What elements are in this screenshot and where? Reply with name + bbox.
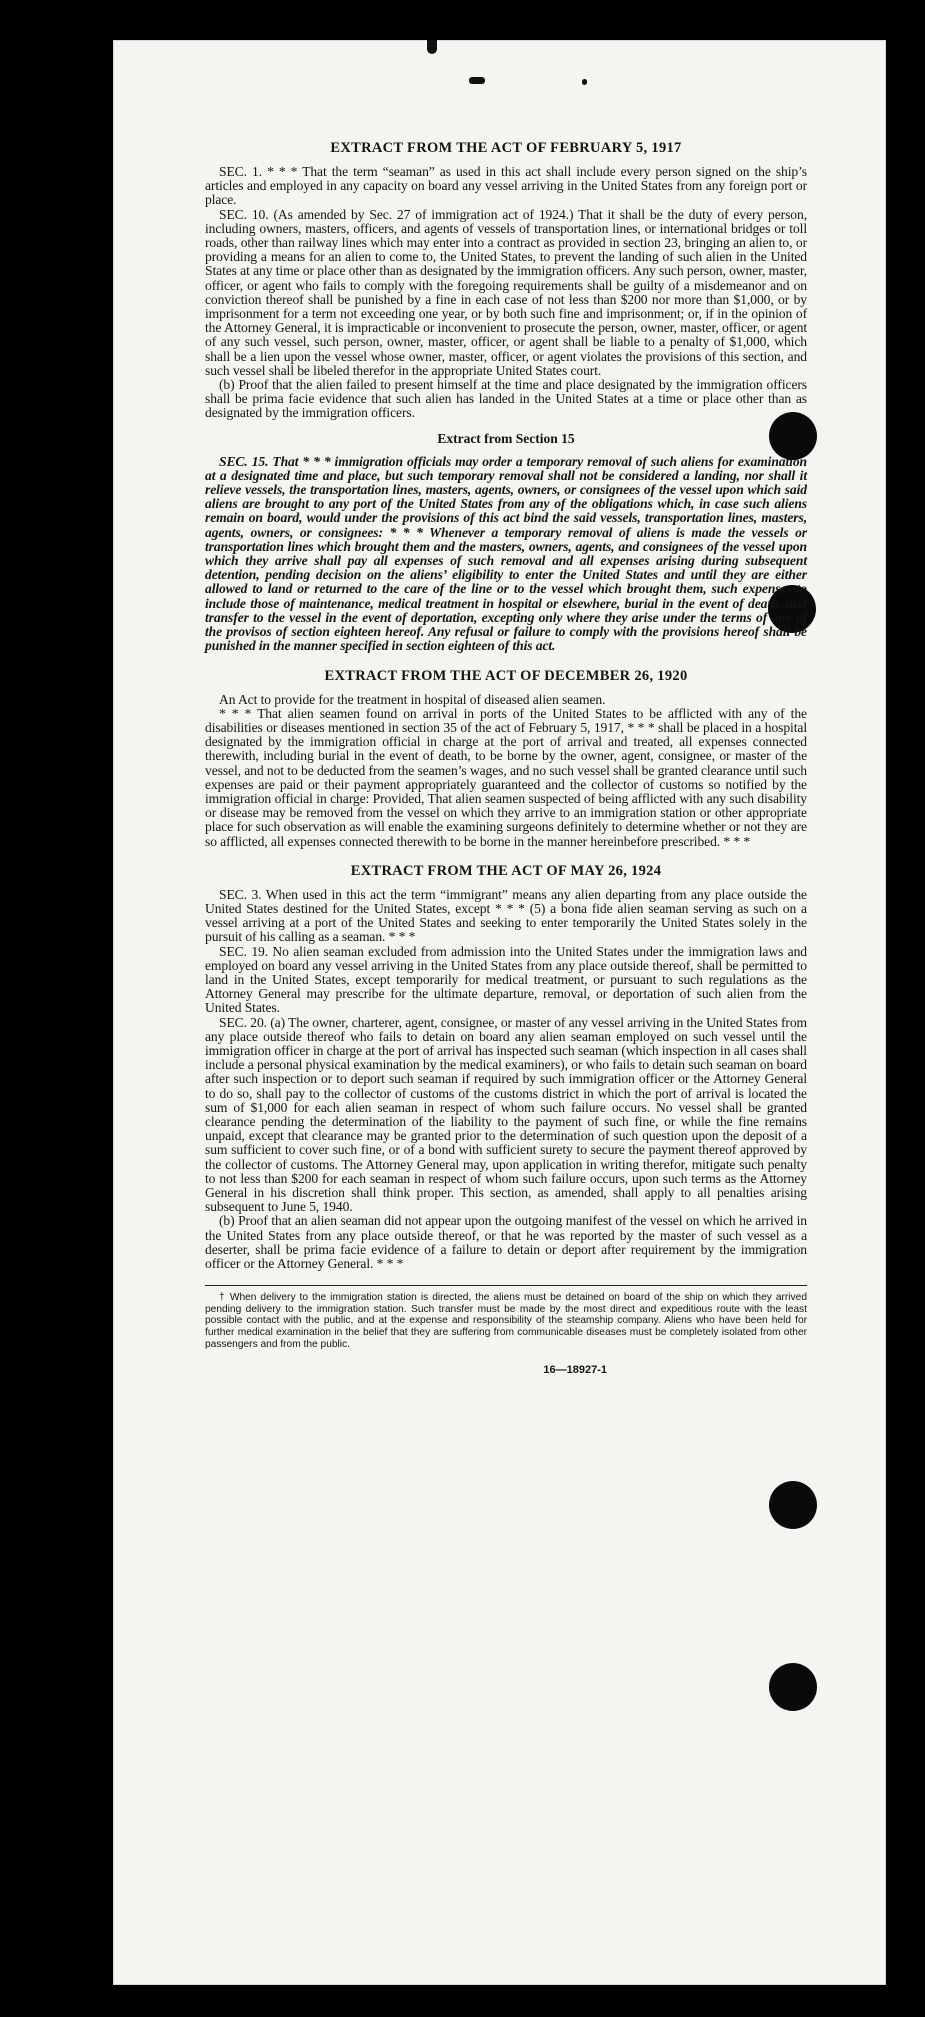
section-heading: EXTRACT FROM THE ACT OF FEBRUARY 5, 1917 xyxy=(330,140,682,156)
ink-mark xyxy=(427,40,437,54)
paragraph: (b) Proof that the alien failed to present himself at the time and place designated by the immigration officers shall be prima facie evidence that such alien has landed in the United States at a time or place other than as designated by the immigration officers. xyxy=(205,377,807,421)
paragraph: SEC. 20. (a) The owner, charterer, agent, consignee, or master of any vessel arriving in the United States from any place outside thereof who fails to detain on board any alien seaman employed on such vessel until the immigration officer in charge at the port of arrival has inspected such seaman (which inspection in all cases shall include a personal physical examination by the medical examiners), or who fails to detain such seaman on board after such inspection or to deport such seaman if required by such immigration officer or the Attorney General to do so, shall pay to the collector of customs of the customs district in which the port of arrival is located the sum of $1,000 for each alien seaman in respect of whom such failure occurs. No vessel shall be granted clearance pending the determination of the liability to the payment of such fine, or while the fine remains unpaid, except that clearance may be granted prior to the determination of such question upon the deposit of a sum sufficient to cover such fine, or of a bond with sufficient surety to secure the payment thereof approved by the collector of customs. The Attorney General may, upon application in writing therefor, mitigate such penalty to not less than $200 for each seaman in respect of whom such failure occurs, upon such terms as the Attorney General in his discretion shall think proper. This section, as amended, shall apply to all penalties arising subsequent to June 5, 1940. xyxy=(205,1014,807,1215)
section-heading: EXTRACT FROM THE ACT OF MAY 26, 1924 xyxy=(350,862,662,879)
document-page xyxy=(113,40,886,1985)
paragraph: An Act to provide for the treatment in hospital of diseased alien seamen. xyxy=(219,691,606,707)
footnote: † When delivery to the immigration station is directed, the aliens must be detained on board of the ship on which they arrived pending delivery to the immigration station. Such transfer must be made by the most direct and expeditious route with the least possible contact with the public, and at the expense and responsibility of the steamship company. Aliens who have been held for further medical examination in the belief that they are suffering from communicable diseases must be completely isolated from other passengers and from the public. xyxy=(205,1285,807,1350)
paragraph: SEC. 1. * * * That the term “seaman” as used in this act shall include every person signed on the ship’s articles and employed in any capacity on board any vessel arriving in the United States from any foreign port or place. xyxy=(205,164,807,208)
paragraph: SEC. 10. (As amended by Sec. 27 of immigration act of 1924.) That it shall be the duty of every person, including owners, masters, officers, and agents of vessels of transportation lines, or international bridges or toll roads, other than railway lines which may enter into a contract as provided in section 23, bringing an alien to, or providing a means for an alien to come to, the United States, to prevent the landing of such alien in the United States at any time or place other than as designated by the immigration officers. Any such person, owner, master, officer, or agent who fails to comply with the foregoing requirements shall be guilty of a misdemeanor and on conviction thereof shall be punished by a fine in each case of not less than $200 nor more than $1,000, or by imprisonment for a term not exceeding one year, or by both such fine and imprisonment; or, if in the opinion of the Attorney General, it is impracticable or inconvenient to prosecute the person, owner, master, officer, or agent of any such vessel, such person, owner, master, officer, or agent shall be liable to a penalty of $1,000, which shall be a lien upon the vessel whose owner, master, officer, or agent violates the provisions of this section, and such vessel shall be libeled therefor in the appropriate United States court. xyxy=(205,206,807,378)
punch-hole xyxy=(769,1663,817,1711)
subsection-heading: Extract from Section 15 xyxy=(437,430,575,446)
paragraph: SEC. 15. That * * * immigration officials may order a temporary removal of such aliens for examination at a designated time and place, but such temporary removal shall not be considered a landing, nor shall it relieve vessels, the transportation lines, masters, agents, owners, or consignees of the vessel upon which said aliens are brought to any port of the United States from any of the obligations which, in case such aliens remain on board, would under the provisions of this act bind the said vessels, transportation lines, masters, agents, owners, or consignees: * * * Whenever a temporary removal of aliens is made the vessels or transportation lines which brought them and the masters, owners, agents, and consignees of the vessel upon which they arrive shall pay all expenses of such removal and all expenses arising during subsequent detention, pending decision on the aliens’ eligibility to enter the United States and until they are either allowed to land or returned to the care of the line or to the vessel which brought them, such expenses to include those of maintenance, medical treatment in hospital or elsewhere, burial in the event of death, and transfer to the vessel in the event of deportation, excepting only where they arise under the terms of any of the provisos of section eighteen hereof. Any refusal or failure to comply with the provisions hereof shall be punished in the manner specified in section eighteen of this act. xyxy=(205,453,807,654)
ink-mark xyxy=(469,77,485,84)
paragraph: * * * That alien seamen found on arrival in ports of the United States to be afflicted with any of the disabilities or diseases mentioned in section 35 of the act of February 5, 1917, * * * shall be placed in a hospital designated by the immigration official in charge at the port of arrival and treated, all expenses connected therewith, including burial in the event of death, to be borne by the owner, agent, consignee, or master of the vessel, and not to be deducted from the seamen’s wages, and no such vessel shall be granted clearance until such expenses are paid or their payment appropriately guaranteed and the collector of customs so notified by the immigration official in charge: Provided, That alien seamen suspected of being afflicted with any such disability or disease may be removed from the vessel on which they arrive to an immigration station or other appropriate place for such observation as will enable the examining surgeons definitely to determine whether or not they are so afflicted, all expenses connected therewith to be borne in the manner hereinbefore prescribed. * * * xyxy=(205,705,807,849)
section-heading: EXTRACT FROM THE ACT OF DECEMBER 26, 1920 xyxy=(324,667,688,684)
ink-mark xyxy=(582,79,587,85)
punch-hole xyxy=(769,1481,817,1529)
form-number: 16—18927-1 xyxy=(543,1364,607,1377)
paragraph: (b) Proof that an alien seaman did not appear upon the outgoing manifest of the vessel on which he arrived in the United States from any place outside thereof, or that he was reported by the master of such vessel as a deserter, shall be prima facie evidence of a failure to detain or deport after requirement by the immigration officer or the Attorney General. * * * xyxy=(205,1213,807,1272)
paragraph: SEC. 3. When used in this act the term “immigrant” means any alien departing from any place outside the United States destined for the United States, except * * * (5) a bona fide alien seaman serving as such on a vessel arriving at a port of the United States and seeking to enter temporarily the United States solely in the pursuit of his calling as a seaman. * * * xyxy=(205,886,807,945)
document-body xyxy=(205,140,807,1376)
paragraph: SEC. 19. No alien seaman excluded from admission into the United States under the immigration laws and employed on board any vessel arriving in the United States from any place outside thereof, shall be permitted to land in the United States, except temporarily for medical treatment, or pursuant to such regulations as the Attorney General may prescribe for the ultimate departure, removal, or deportation of such alien from the United States. xyxy=(205,943,807,1016)
